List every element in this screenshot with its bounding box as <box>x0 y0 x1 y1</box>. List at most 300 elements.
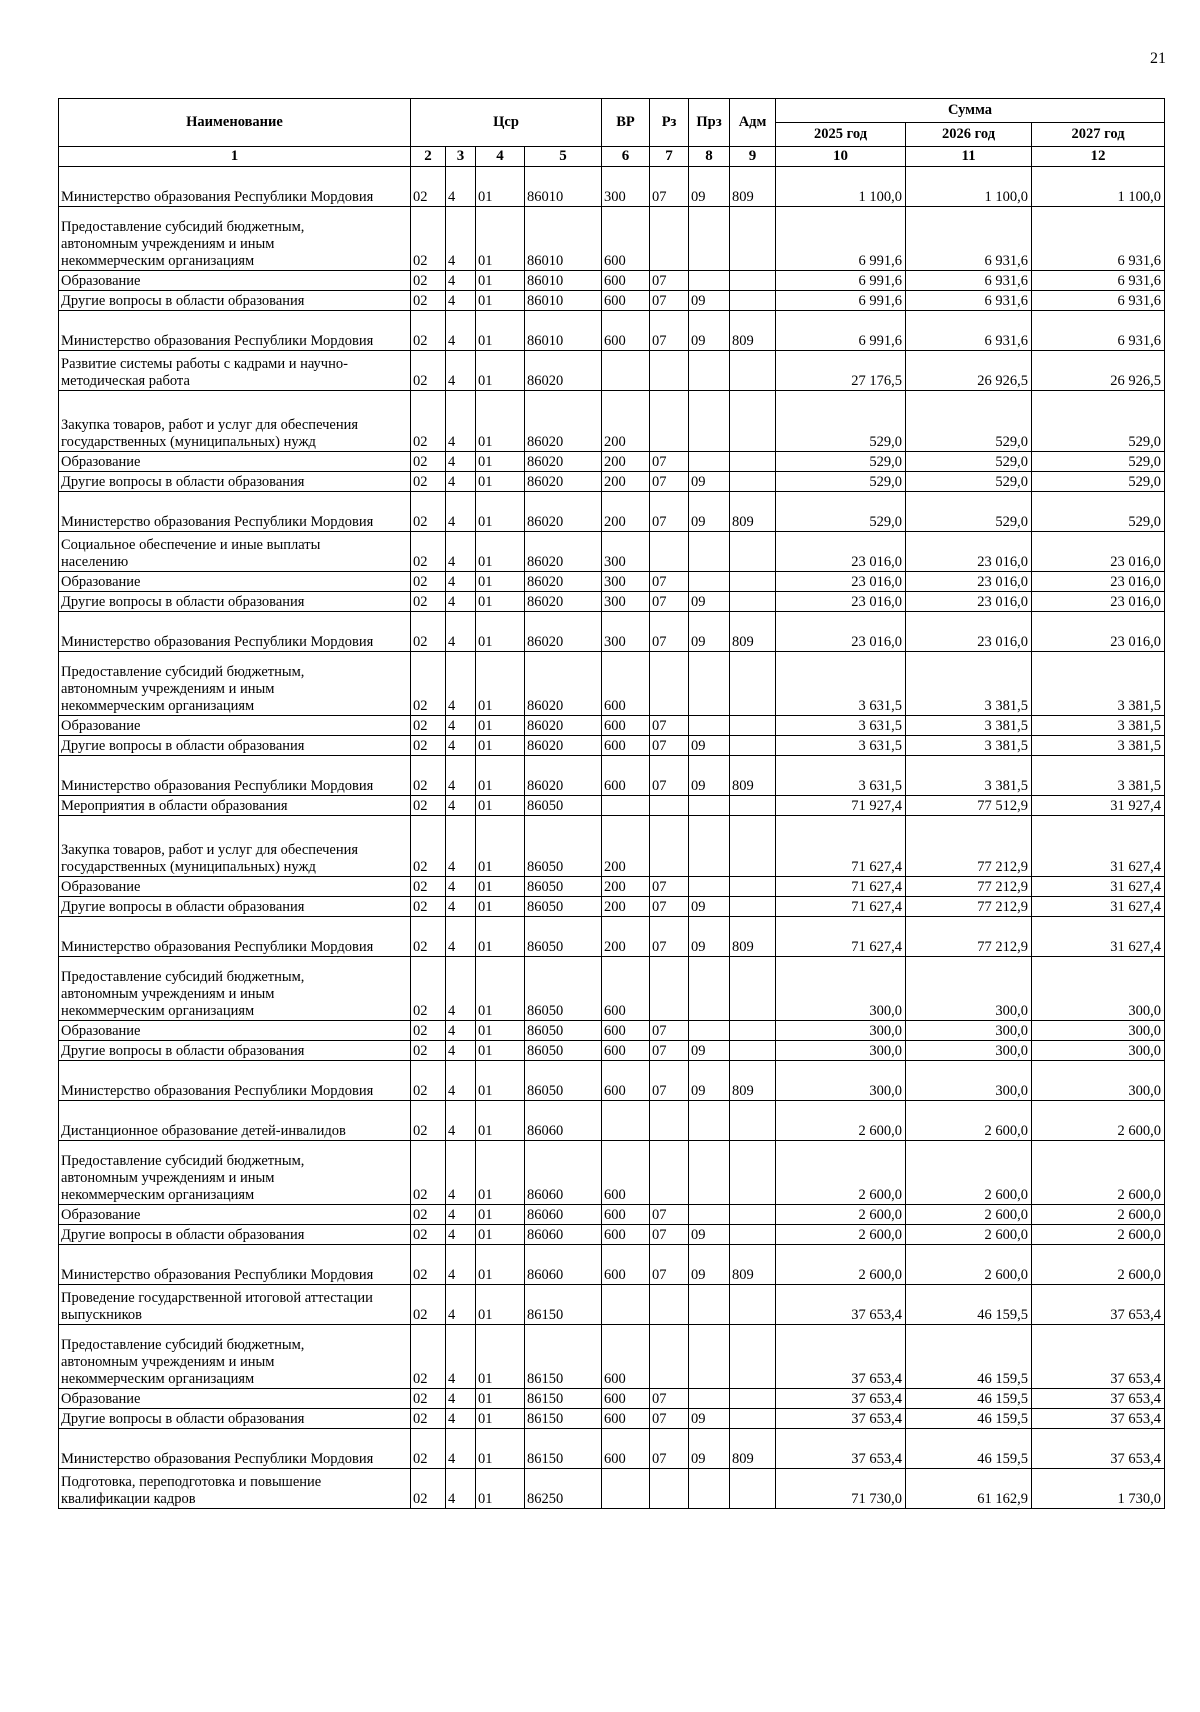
table-cell-prz: 09 <box>689 756 730 796</box>
table-cell-2025: 529,0 <box>776 472 906 492</box>
table-row <box>59 1225 1165 1245</box>
table-cell-name: Другие вопросы в области образования <box>59 897 411 917</box>
table-cell-2027: 300,0 <box>1032 1021 1165 1041</box>
table-cell-code-5: 86020 <box>525 652 602 716</box>
table-cell-code-4: 01 <box>476 572 525 592</box>
table-cell-name: Другие вопросы в области образования <box>59 736 411 756</box>
table-cell-prz <box>689 452 730 472</box>
table-cell-prz <box>689 1205 730 1225</box>
table-row <box>59 917 1165 957</box>
table-row <box>59 1205 1165 1225</box>
table-cell-code-5: 86050 <box>525 897 602 917</box>
table-cell-code-4: 01 <box>476 1325 525 1389</box>
table-cell-code-4: 01 <box>476 1061 525 1101</box>
table-cell-code-5: 86050 <box>525 917 602 957</box>
table-cell-code-2: 02 <box>411 897 446 917</box>
table-cell-2025: 3 631,5 <box>776 716 906 736</box>
table-row <box>59 1041 1165 1061</box>
table-cell-code-5: 86020 <box>525 756 602 796</box>
table-cell-adm <box>730 1409 776 1429</box>
table-cell-adm <box>730 1101 776 1141</box>
table-cell-rz: 07 <box>650 1225 689 1245</box>
table-cell-code-3: 4 <box>446 1389 476 1409</box>
table-cell-prz <box>689 1469 730 1509</box>
table-cell-vr: 200 <box>602 452 650 472</box>
table-cell-adm <box>730 1285 776 1325</box>
table-cell-code-5: 86060 <box>525 1101 602 1141</box>
table-cell-code-5: 86020 <box>525 612 602 652</box>
table-cell-code-3: 4 <box>446 877 476 897</box>
table-cell-code-3: 4 <box>446 1429 476 1469</box>
table-cell-rz: 07 <box>650 716 689 736</box>
col-number: 11 <box>906 147 1032 167</box>
table-cell-2025: 71 730,0 <box>776 1469 906 1509</box>
table-cell-name: Закупка товаров, работ и услуг для обеспечения государственных (муниципальных) нужд <box>59 816 411 877</box>
table-cell-rz: 07 <box>650 311 689 351</box>
table-cell-rz <box>650 957 689 1021</box>
header-name: Наименование <box>59 99 411 147</box>
col-number: 12 <box>1032 147 1165 167</box>
table-cell-rz: 07 <box>650 1041 689 1061</box>
table-cell-code-3: 4 <box>446 207 476 271</box>
table-cell-adm <box>730 1041 776 1061</box>
table-cell-rz: 07 <box>650 1205 689 1225</box>
table-cell-rz: 07 <box>650 1389 689 1409</box>
table-cell-code-5: 86150 <box>525 1409 602 1429</box>
table-cell-2025: 27 176,5 <box>776 351 906 391</box>
table-cell-code-3: 4 <box>446 816 476 877</box>
table-cell-name: Образование <box>59 877 411 897</box>
table-cell-prz: 09 <box>689 311 730 351</box>
table-cell-adm <box>730 957 776 1021</box>
table-cell-adm <box>730 572 776 592</box>
table-cell-prz: 09 <box>689 917 730 957</box>
table-cell-code-5: 86020 <box>525 736 602 756</box>
table-cell-code-2: 02 <box>411 1245 446 1285</box>
table-cell-vr <box>602 1469 650 1509</box>
table-cell-2027: 2 600,0 <box>1032 1225 1165 1245</box>
table-cell-2027: 3 381,5 <box>1032 736 1165 756</box>
table-cell-code-2: 02 <box>411 1101 446 1141</box>
table-cell-vr: 600 <box>602 1429 650 1469</box>
table-cell-prz <box>689 351 730 391</box>
table-cell-name: Министерство образования Республики Мордовия <box>59 167 411 207</box>
table-row <box>59 1285 1165 1325</box>
table-cell-2027: 23 016,0 <box>1032 612 1165 652</box>
table-cell-prz <box>689 1285 730 1325</box>
table-cell-code-4: 01 <box>476 311 525 351</box>
table-cell-adm: 809 <box>730 917 776 957</box>
table-cell-name: Образование <box>59 1389 411 1409</box>
table-cell-2027: 31 927,4 <box>1032 796 1165 816</box>
table-cell-code-3: 4 <box>446 1101 476 1141</box>
table-cell-adm <box>730 1141 776 1205</box>
table-cell-2027: 6 931,6 <box>1032 271 1165 291</box>
table-cell-code-5: 86150 <box>525 1325 602 1389</box>
table-cell-code-5: 86020 <box>525 532 602 572</box>
table-cell-code-3: 4 <box>446 1141 476 1205</box>
table-cell-code-2: 02 <box>411 472 446 492</box>
table-cell-name: Предоставление субсидий бюджетным, автономным учреждениям и иным некоммерческим организациям <box>59 1141 411 1205</box>
table-cell-code-3: 4 <box>446 957 476 1021</box>
table-cell-prz <box>689 207 730 271</box>
table-cell-name: Министерство образования Республики Мордовия <box>59 756 411 796</box>
table-cell-code-3: 4 <box>446 311 476 351</box>
table-cell-vr: 600 <box>602 1041 650 1061</box>
table-cell-2027: 6 931,6 <box>1032 311 1165 351</box>
table-cell-2026: 3 381,5 <box>906 652 1032 716</box>
table-cell-rz: 07 <box>650 877 689 897</box>
table-cell-2027: 300,0 <box>1032 1041 1165 1061</box>
table-cell-2026: 23 016,0 <box>906 572 1032 592</box>
table-cell-code-2: 02 <box>411 612 446 652</box>
table-cell-prz: 09 <box>689 291 730 311</box>
table-row <box>59 532 1165 572</box>
table-cell-2025: 2 600,0 <box>776 1141 906 1205</box>
table-cell-rz: 07 <box>650 1245 689 1285</box>
table-row <box>59 1409 1165 1429</box>
table-cell-vr: 600 <box>602 311 650 351</box>
table-cell-code-4: 01 <box>476 1101 525 1141</box>
table-cell-rz <box>650 1325 689 1389</box>
table-cell-2027: 300,0 <box>1032 957 1165 1021</box>
table-cell-prz <box>689 1389 730 1409</box>
table-cell-2025: 71 627,4 <box>776 877 906 897</box>
table-cell-vr: 300 <box>602 532 650 572</box>
table-cell-vr <box>602 351 650 391</box>
table-cell-code-4: 01 <box>476 716 525 736</box>
table-cell-rz: 07 <box>650 271 689 291</box>
table-cell-rz: 07 <box>650 1021 689 1041</box>
table-cell-code-4: 01 <box>476 736 525 756</box>
header-tser: Цср <box>411 99 602 147</box>
table-row <box>59 1325 1165 1389</box>
table-cell-code-5: 86020 <box>525 492 602 532</box>
table-cell-2027: 2 600,0 <box>1032 1205 1165 1225</box>
table-cell-2026: 46 159,5 <box>906 1285 1032 1325</box>
table-cell-2027: 529,0 <box>1032 492 1165 532</box>
table-cell-rz: 07 <box>650 472 689 492</box>
table-cell-rz: 07 <box>650 1429 689 1469</box>
table-cell-adm <box>730 351 776 391</box>
table-cell-code-5: 86020 <box>525 452 602 472</box>
table-row <box>59 1141 1165 1205</box>
table-cell-name: Дистанционное образование детей-инвалидов <box>59 1101 411 1141</box>
table-cell-2027: 2 600,0 <box>1032 1245 1165 1285</box>
table-cell-name: Министерство образования Республики Мордовия <box>59 1061 411 1101</box>
table-cell-2025: 529,0 <box>776 492 906 532</box>
table-cell-2026: 300,0 <box>906 1041 1032 1061</box>
table-cell-name: Министерство образования Республики Мордовия <box>59 917 411 957</box>
table-cell-code-3: 4 <box>446 391 476 452</box>
table-cell-2027: 37 653,4 <box>1032 1389 1165 1409</box>
table-cell-name: Другие вопросы в области образования <box>59 472 411 492</box>
table-cell-code-4: 01 <box>476 271 525 291</box>
page-number: 21 <box>1150 50 1166 67</box>
table-cell-name: Образование <box>59 716 411 736</box>
table-cell-prz: 09 <box>689 1041 730 1061</box>
table-cell-prz: 09 <box>689 1245 730 1285</box>
table-cell-2026: 2 600,0 <box>906 1225 1032 1245</box>
table-cell-2025: 3 631,5 <box>776 652 906 716</box>
table-cell-rz <box>650 652 689 716</box>
table-cell-code-3: 4 <box>446 1061 476 1101</box>
table-cell-code-4: 01 <box>476 207 525 271</box>
table-cell-code-3: 4 <box>446 492 476 532</box>
table-cell-2026: 300,0 <box>906 1061 1032 1101</box>
table-cell-prz: 09 <box>689 1061 730 1101</box>
table-cell-prz <box>689 652 730 716</box>
table-cell-code-2: 02 <box>411 1389 446 1409</box>
table-cell-code-3: 4 <box>446 532 476 572</box>
table-cell-prz: 09 <box>689 1409 730 1429</box>
table-cell-adm <box>730 532 776 572</box>
table-row <box>59 1101 1165 1141</box>
table-cell-2027: 1 100,0 <box>1032 167 1165 207</box>
table-cell-prz <box>689 1021 730 1041</box>
table-cell-code-5: 86050 <box>525 1041 602 1061</box>
table-row <box>59 311 1165 351</box>
table-cell-code-3: 4 <box>446 1285 476 1325</box>
header-summa: Сумма <box>776 99 1165 123</box>
table-cell-code-2: 02 <box>411 207 446 271</box>
table-cell-code-4: 01 <box>476 957 525 1021</box>
table-cell-adm: 809 <box>730 311 776 351</box>
table-cell-adm <box>730 1205 776 1225</box>
table-cell-name: Образование <box>59 271 411 291</box>
table-cell-code-5: 86060 <box>525 1245 602 1285</box>
table-cell-name: Другие вопросы в области образования <box>59 1409 411 1429</box>
table-cell-2025: 2 600,0 <box>776 1101 906 1141</box>
table-cell-code-4: 01 <box>476 1389 525 1409</box>
table-cell-2025: 300,0 <box>776 957 906 1021</box>
table-cell-2025: 23 016,0 <box>776 532 906 572</box>
table-cell-2027: 31 627,4 <box>1032 816 1165 877</box>
table-cell-rz: 07 <box>650 291 689 311</box>
table-cell-2025: 529,0 <box>776 391 906 452</box>
table-cell-adm <box>730 472 776 492</box>
table-cell-prz: 09 <box>689 1225 730 1245</box>
table-cell-adm <box>730 716 776 736</box>
table-cell-adm: 809 <box>730 612 776 652</box>
table-cell-code-2: 02 <box>411 796 446 816</box>
table-cell-2027: 1 730,0 <box>1032 1469 1165 1509</box>
table-cell-2026: 23 016,0 <box>906 592 1032 612</box>
table-cell-code-5: 86020 <box>525 351 602 391</box>
table-header <box>59 99 1165 167</box>
table-cell-code-2: 02 <box>411 291 446 311</box>
table-cell-2026: 46 159,5 <box>906 1389 1032 1409</box>
table-cell-2026: 6 931,6 <box>906 291 1032 311</box>
table-cell-rz: 07 <box>650 612 689 652</box>
table-cell-2026: 46 159,5 <box>906 1429 1032 1469</box>
table-cell-2025: 71 627,4 <box>776 917 906 957</box>
table-row <box>59 291 1165 311</box>
col-number: 2 <box>411 147 446 167</box>
table-cell-vr: 600 <box>602 1225 650 1245</box>
table-cell-code-5: 86060 <box>525 1141 602 1205</box>
table-cell-adm <box>730 391 776 452</box>
table-row <box>59 472 1165 492</box>
table-cell-prz <box>689 532 730 572</box>
table-cell-2025: 2 600,0 <box>776 1205 906 1225</box>
table-cell-adm <box>730 877 776 897</box>
table-cell-vr: 600 <box>602 1061 650 1101</box>
table-cell-adm <box>730 1389 776 1409</box>
table-cell-prz <box>689 957 730 1021</box>
table-cell-2025: 6 991,6 <box>776 207 906 271</box>
table-cell-code-3: 4 <box>446 291 476 311</box>
table-cell-code-3: 4 <box>446 1409 476 1429</box>
table-cell-adm <box>730 207 776 271</box>
table-cell-2027: 2 600,0 <box>1032 1141 1165 1205</box>
table-row <box>59 756 1165 796</box>
table-cell-rz <box>650 796 689 816</box>
table-cell-2026: 6 931,6 <box>906 207 1032 271</box>
table-row <box>59 816 1165 877</box>
table-cell-2025: 2 600,0 <box>776 1225 906 1245</box>
table-cell-code-4: 01 <box>476 472 525 492</box>
table-cell-2025: 6 991,6 <box>776 291 906 311</box>
table-cell-2025: 6 991,6 <box>776 311 906 351</box>
table-cell-code-4: 01 <box>476 1429 525 1469</box>
table-row <box>59 207 1165 271</box>
table-cell-code-2: 02 <box>411 1285 446 1325</box>
table-cell-code-4: 01 <box>476 917 525 957</box>
table-cell-code-3: 4 <box>446 716 476 736</box>
budget-table <box>58 98 1165 1509</box>
table-cell-prz <box>689 716 730 736</box>
table-cell-code-4: 01 <box>476 391 525 452</box>
table-cell-2027: 6 931,6 <box>1032 291 1165 311</box>
table-cell-code-4: 01 <box>476 796 525 816</box>
table-cell-code-2: 02 <box>411 1061 446 1101</box>
table-cell-code-4: 01 <box>476 652 525 716</box>
table-cell-2026: 23 016,0 <box>906 532 1032 572</box>
table-cell-code-5: 86010 <box>525 271 602 291</box>
col-number: 6 <box>602 147 650 167</box>
table-cell-code-3: 4 <box>446 736 476 756</box>
table-row <box>59 1245 1165 1285</box>
table-cell-vr: 600 <box>602 1389 650 1409</box>
table-cell-code-5: 86010 <box>525 207 602 271</box>
table-cell-vr: 200 <box>602 877 650 897</box>
table-cell-code-4: 01 <box>476 612 525 652</box>
table-cell-prz <box>689 816 730 877</box>
table-cell-rz: 07 <box>650 1409 689 1429</box>
table-cell-vr: 600 <box>602 1021 650 1041</box>
table-cell-code-5: 86010 <box>525 167 602 207</box>
table-cell-prz <box>689 572 730 592</box>
table-cell-name: Образование <box>59 1021 411 1041</box>
table-cell-name: Социальное обеспечение и иные выплаты населению <box>59 532 411 572</box>
table-cell-2025: 1 100,0 <box>776 167 906 207</box>
table-cell-code-3: 4 <box>446 1325 476 1389</box>
table-body <box>59 167 1165 1509</box>
table-cell-vr: 600 <box>602 957 650 1021</box>
table-cell-code-5: 86150 <box>525 1429 602 1469</box>
table-cell-2027: 3 381,5 <box>1032 652 1165 716</box>
table-cell-code-3: 4 <box>446 1021 476 1041</box>
table-cell-2025: 37 653,4 <box>776 1389 906 1409</box>
table-cell-2025: 300,0 <box>776 1021 906 1041</box>
table-cell-code-3: 4 <box>446 897 476 917</box>
table-cell-code-3: 4 <box>446 1041 476 1061</box>
table-cell-code-3: 4 <box>446 472 476 492</box>
table-cell-2025: 37 653,4 <box>776 1429 906 1469</box>
table-cell-2027: 2 600,0 <box>1032 1101 1165 1141</box>
header-vr: ВР <box>602 99 650 147</box>
table-cell-name: Министерство образования Республики Мордовия <box>59 1245 411 1285</box>
table-cell-code-2: 02 <box>411 592 446 612</box>
table-cell-prz: 09 <box>689 472 730 492</box>
table-cell-code-5: 86020 <box>525 592 602 612</box>
table-cell-name: Образование <box>59 1205 411 1225</box>
table-cell-rz <box>650 532 689 572</box>
table-cell-vr: 600 <box>602 652 650 716</box>
table-cell-vr: 600 <box>602 1205 650 1225</box>
header-rz: Рз <box>650 99 689 147</box>
table-cell-code-2: 02 <box>411 736 446 756</box>
table-cell-2026: 2 600,0 <box>906 1101 1032 1141</box>
table-cell-name: Министерство образования Республики Мордовия <box>59 1429 411 1469</box>
table-row <box>59 1021 1165 1041</box>
table-cell-prz: 09 <box>689 736 730 756</box>
table-cell-code-4: 01 <box>476 1041 525 1061</box>
table-cell-rz <box>650 391 689 452</box>
table-cell-code-3: 4 <box>446 652 476 716</box>
table-cell-code-3: 4 <box>446 756 476 796</box>
table-cell-2025: 300,0 <box>776 1041 906 1061</box>
table-cell-code-2: 02 <box>411 1041 446 1061</box>
table-cell-code-4: 01 <box>476 1141 525 1205</box>
table-row <box>59 736 1165 756</box>
table-cell-code-5: 86060 <box>525 1205 602 1225</box>
table-cell-code-4: 01 <box>476 897 525 917</box>
table-cell-vr <box>602 1101 650 1141</box>
table-cell-code-2: 02 <box>411 351 446 391</box>
table-cell-adm <box>730 736 776 756</box>
table-cell-2027: 6 931,6 <box>1032 207 1165 271</box>
table-cell-code-2: 02 <box>411 1409 446 1429</box>
table-cell-rz <box>650 351 689 391</box>
table-cell-code-4: 01 <box>476 452 525 472</box>
table-cell-adm <box>730 1225 776 1245</box>
table-cell-code-4: 01 <box>476 592 525 612</box>
table-cell-prz <box>689 271 730 291</box>
table-cell-prz <box>689 391 730 452</box>
table-cell-code-3: 4 <box>446 796 476 816</box>
table-cell-code-2: 02 <box>411 311 446 351</box>
table-cell-2027: 3 381,5 <box>1032 716 1165 736</box>
table-cell-2026: 300,0 <box>906 957 1032 1021</box>
table-cell-2025: 3 631,5 <box>776 756 906 796</box>
header-adm: Адм <box>730 99 776 147</box>
table-cell-vr: 600 <box>602 1325 650 1389</box>
table-cell-2026: 61 162,9 <box>906 1469 1032 1509</box>
table-cell-adm <box>730 796 776 816</box>
table-cell-vr: 600 <box>602 736 650 756</box>
table-cell-2027: 37 653,4 <box>1032 1325 1165 1389</box>
table-cell-prz: 09 <box>689 592 730 612</box>
table-cell-code-2: 02 <box>411 1469 446 1509</box>
table-cell-2026: 77 212,9 <box>906 897 1032 917</box>
table-cell-vr: 600 <box>602 1409 650 1429</box>
table-cell-prz: 09 <box>689 897 730 917</box>
table-cell-2026: 2 600,0 <box>906 1245 1032 1285</box>
table-cell-prz: 09 <box>689 492 730 532</box>
table-row <box>59 1469 1165 1509</box>
